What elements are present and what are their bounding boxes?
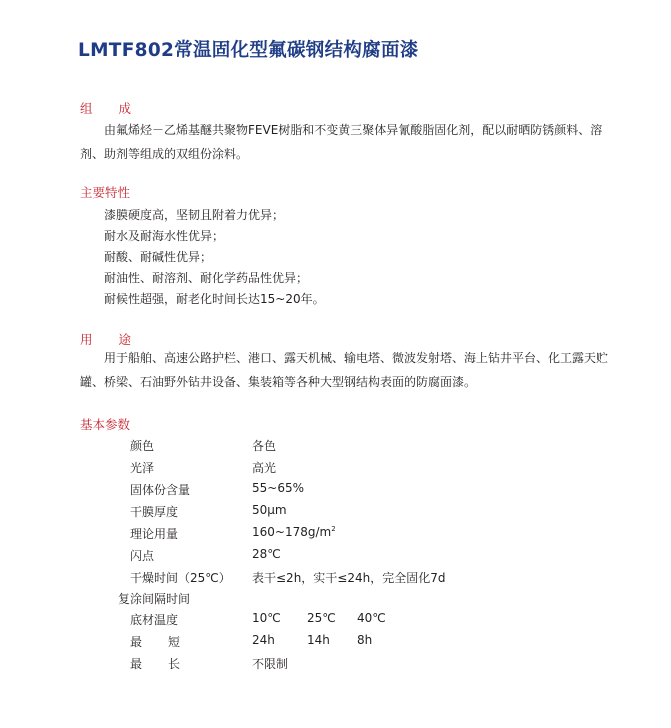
temp-value: 10℃ xyxy=(252,611,281,625)
feature-item: 耐油性、耐溶剂、耐化学药品性优异； xyxy=(104,271,309,285)
param-label: 干膜厚度 xyxy=(130,505,179,519)
param-value: 表干≤2h，实干≤24h，完全固化7d xyxy=(252,571,446,585)
feature-item: 耐候性超强，耐老化时间长达15~20年。 xyxy=(104,292,325,306)
composition-text: 由氟烯烃－乙烯基醚共聚物FEVE树脂和不变黄三聚体异氰酸脂固化剂，配以耐晒防锈颜料、溶剂、助剂等组成的双组份涂料。 xyxy=(80,123,603,161)
composition-heading: 组 成 xyxy=(80,101,132,116)
param-label: 理论用量 xyxy=(130,527,179,541)
params-heading: 基本参数 xyxy=(80,417,131,432)
feature-item: 耐酸、耐碱性优异； xyxy=(104,250,213,264)
max-label: 最 长 xyxy=(130,657,181,671)
temp-label: 底材温度 xyxy=(130,613,179,627)
temp-value: 25℃ xyxy=(307,611,336,625)
param-value: 28℃ xyxy=(252,547,281,561)
param-label: 闪点 xyxy=(130,549,155,563)
param-value: 各色 xyxy=(252,439,277,453)
document-title: LMTF802常温固化型氟碳钢结构腐面漆 xyxy=(78,40,419,61)
usage-heading: 用 途 xyxy=(80,332,132,347)
min-value: 24h xyxy=(252,633,275,647)
min-value: 14h xyxy=(307,633,330,647)
temp-value: 40℃ xyxy=(357,611,386,625)
feature-item: 漆膜硬度高，坚韧且附着力优异； xyxy=(104,208,285,222)
param-label: 固体份含量 xyxy=(130,483,191,497)
min-label: 最 短 xyxy=(130,635,181,649)
param-value: $160\sim 178g/m^2$ xyxy=(252,525,336,539)
param-value: 50μm xyxy=(252,503,287,517)
feature-item: 耐水及耐海水性优异； xyxy=(104,229,225,243)
features-heading: 主要特性 xyxy=(80,185,131,200)
param-value: 55~65% xyxy=(252,481,304,495)
recoat-label: 复涂间隔时间 xyxy=(118,592,191,606)
usage-text: 用于船舶、高速公路护栏、港口、露天机械、输电塔、微波发射塔、海上钻井平台、化工露天贮罐、桥梁、石油野外钻井设备、集装箱等各种大型钢结构表面的防腐面漆。 xyxy=(80,351,609,389)
param-label: 光泽 xyxy=(130,461,155,475)
param-value: 高光 xyxy=(252,461,277,475)
param-label: 颜色 xyxy=(130,439,155,453)
param-label: 干燥时间（25℃） xyxy=(130,571,231,585)
max-value: 不限制 xyxy=(252,657,289,671)
min-value: 8h xyxy=(357,633,373,647)
